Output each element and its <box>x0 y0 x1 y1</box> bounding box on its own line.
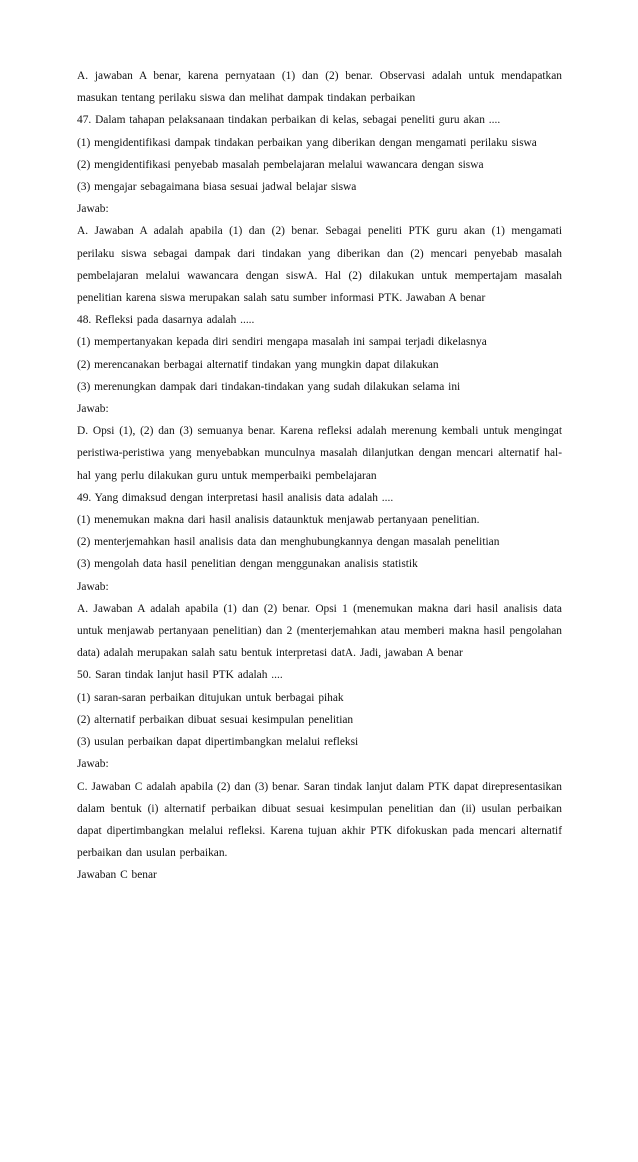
question-48-option-3: (3) merenungkan dampak dari tindakan-tindakan yang sudah dilakukan selama ini <box>77 380 461 393</box>
question-47-option-1: (1) mengidentifikasi dampak tindakan perbaikan yang diberikan dengan mengamati perilaku siswa <box>77 136 537 149</box>
question-49: 49. Yang dimaksud dengan interpretasi hasil analisis data adalah .... <box>77 491 394 504</box>
question-49-option-1: (1) menemukan makna dari hasil analisis dataunktuk menjawab pertanyaan penelitian. <box>77 514 480 527</box>
question-47-option-3: (3) mengajar sebagaimana biasa sesuai jadwal belajar siswa <box>77 181 357 194</box>
question-49-option-3: (3) mengolah data hasil penelitian dengan menggunakan analisis statistik <box>77 558 418 571</box>
answer-label: Jawab: <box>77 580 109 593</box>
question-48-option-1: (1) mempertanyakan kepada diri sendiri mengapa masalah ini sampai terjadi dikelasnya <box>77 336 487 349</box>
question-48-option-2: (2) merencanakan berbagai alternatif tindakan yang mungkin dapat dilakukan <box>77 358 439 371</box>
question-50-option-2: (2) alternatif perbaikan dibuat sesuai kesimpulan penelitian <box>77 713 354 726</box>
answer-50-conclusion: Jawaban C benar <box>77 869 157 882</box>
question-50: 50. Saran tindak lanjut hasil PTK adalah .... <box>77 669 283 682</box>
answer-50: C. Jawaban C adalah apabila (2) dan (3) benar. Saran tindak lanjut dalam PTK dapat direpresentasikan dalam bentuk (i) alternatif perbaikan dibuat sesuai kesimpulan penelitian dan (ii) usulan perbaikan dapat dipertimbangkan melalui refleksi. Karena tujuan akhir PTK difokuskan pada mencari alternatif perbaikan dan usulan perbaikan. <box>77 780 562 860</box>
answer-47: A. Jawaban A adalah apabila (1) dan (2) benar. Sebagai peneliti PTK guru akan (1) mengamati perilaku siswa sebagai dampak dari tindakan yang diberikan dan (2) mencari penyebab masalah pembelajaran melalui wawancara dengan siswA. Hal (2) dilakukan untuk mempertajam masalah penelitian karena siswa merupakan salah satu sumber informasi PTK. Jawaban A benar <box>77 225 562 305</box>
answer-label: Jawab: <box>77 203 109 216</box>
question-47: 47. Dalam tahapan pelaksanaan tindakan perbaikan di kelas, sebagai peneliti guru akan .... <box>77 114 501 127</box>
answer-49: A. Jawaban A adalah apabila (1) dan (2) benar. Opsi 1 (menemukan makna dari hasil analisis data untuk menjawab pertanyaan penelitian) dan 2 (menterjemahkan atau memberi makna hasil pengolahan data) adalah merupakan salah satu bentuk interpretasi datA. Jadi, jawaban A benar <box>77 602 562 660</box>
answer-label: Jawab: <box>77 403 109 416</box>
answer-46: A. jawaban A benar, karena pernyataan (1) dan (2) benar. Observasi adalah untuk mendapatkan masukan tentang perilaku siswa dan melihat dampak tindakan perbaikan <box>77 70 562 105</box>
question-48: 48. Refleksi pada dasarnya adalah ..... <box>77 314 255 327</box>
answer-label: Jawab: <box>77 758 109 771</box>
question-49-option-2: (2) menterjemahkan hasil analisis data dan menghubungkannya dengan masalah penelitian <box>77 536 500 549</box>
answer-48: D. Opsi (1), (2) dan (3) semuanya benar. Karena refleksi adalah merenung kembali untuk mengingat peristiwa-peristiwa yang menyebabkan munculnya masalah dilanjutkan dengan mencari alternatif hal-hal yang perlu dilakukan guru untuk memperbaiki pembelajaran <box>77 425 562 482</box>
question-50-option-1: (1) saran-saran perbaikan ditujukan untuk berbagai pihak <box>77 691 344 704</box>
document-page <box>77 65 562 887</box>
question-50-option-3: (3) usulan perbaikan dapat dipertimbangkan melalui refleksi <box>77 736 359 749</box>
question-47-option-2: (2) mengidentifikasi penyebab masalah pembelajaran melalui wawancara dengan siswa <box>77 158 484 171</box>
